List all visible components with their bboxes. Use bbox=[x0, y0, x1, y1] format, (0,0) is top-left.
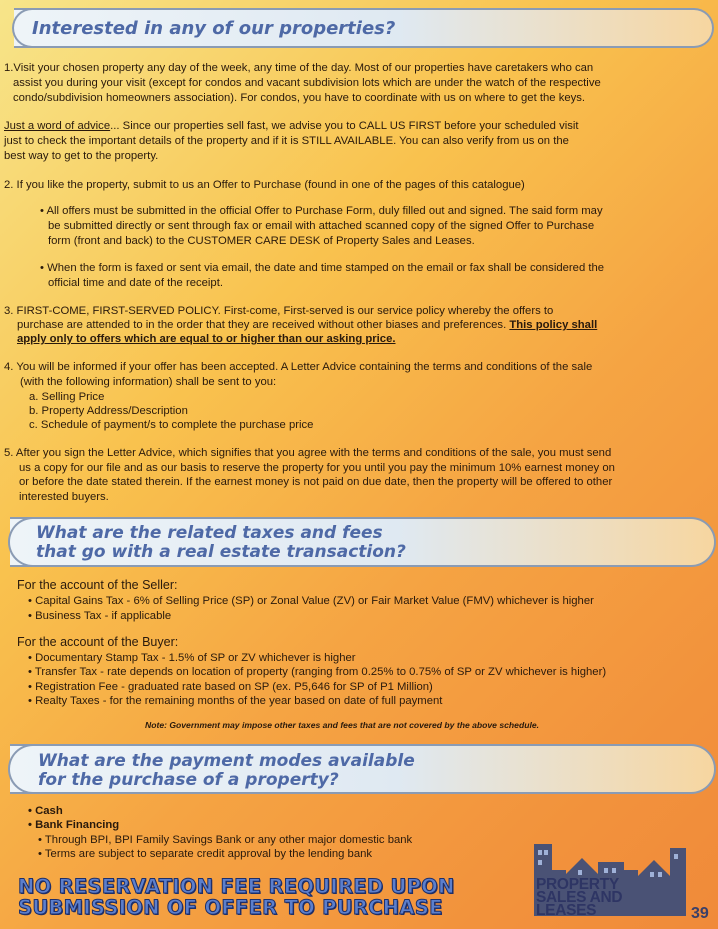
item-3-line-1: 3. FIRST-COME, FIRST-SERVED POLICY. First-come, First-served is our service policy whereby the offers to bbox=[4, 305, 554, 317]
no-reservation-fee-banner-line-2: SUBMISSION OF OFFER TO PURCHASE bbox=[18, 896, 443, 919]
item-1-line-2: assist you during your visit (except for condos and vacant subdivision lots which are under the watch of the respective bbox=[13, 77, 601, 89]
item-3-line-3: apply only to offers which are equal to or higher than our asking price. bbox=[17, 333, 396, 345]
item-4-sub-a: a. Selling Price bbox=[29, 391, 105, 403]
section-title-payment-line-2: for the purchase of a property? bbox=[38, 770, 339, 790]
item-4-line-1: 4. You will be informed if your offer has been accepted. A Letter Advice containing the terms and conditions of the sale bbox=[4, 361, 593, 373]
item-2-bullet-a-line-1: • All offers must be submitted in the official Offer to Purchase Form, duly filled out and signed. The said form may bbox=[40, 205, 603, 217]
item-2-line: 2. If you like the property, submit to us an Offer to Purchase (found in one of the pages of this catalogue) bbox=[4, 179, 525, 191]
buyer-heading: For the account of the Buyer: bbox=[17, 635, 179, 649]
section-title-interested: Interested in any of our properties? bbox=[32, 18, 396, 39]
no-reservation-fee-banner-line-1: NO RESERVATION FEE REQUIRED UPON bbox=[18, 875, 455, 898]
item-4-line-2: (with the following information) shall be sent to you: bbox=[20, 376, 277, 388]
section-title-taxes-line-1: What are the related taxes and fees bbox=[36, 523, 383, 543]
seller-heading: For the account of the Seller: bbox=[17, 578, 178, 592]
bank-item-credit-approval: • Terms are subject to separate credit approval by the lending bank bbox=[38, 848, 373, 860]
item-5-line-1: 5. After you sign the Letter Advice, which signifies that you agree with the terms and conditions of the sale, you must send bbox=[4, 447, 612, 459]
logo-text-line-1: PROPERTY bbox=[536, 876, 619, 893]
page-number: 39 bbox=[691, 905, 709, 922]
logo-text-line-3: LEASES bbox=[536, 902, 597, 919]
item-4-sub-b: b. Property Address/Description bbox=[29, 405, 188, 417]
seller-item-business-tax: • Business Tax - if applicable bbox=[28, 610, 172, 622]
item-5-line-3: or before the date stated therein. If the earnest money is not paid on due date, then the property will be offered to other bbox=[19, 476, 613, 488]
item-3-line-2 bbox=[17, 318, 597, 332]
item-3-policy-bold: This policy shall bbox=[509, 319, 598, 331]
bank-item-through-bpi: • Through BPI, BPI Family Savings Bank or any other major domestic bank bbox=[38, 834, 413, 846]
seller-item-capital-gains: • Capital Gains Tax - 6% of Selling Price (SP) or Zonal Value (ZV) or Fair Market Value (FMV) whichever is higher bbox=[28, 595, 594, 607]
item-3-plain-text: purchase are attended to in the order that they are received without other biases and preferences. bbox=[17, 319, 510, 331]
logo-text-line-2: SALES AND bbox=[536, 889, 623, 906]
advice-line-2: just to check the important details of the property and if it is STILL AVAILABLE. You can also verify from us on the bbox=[4, 135, 569, 147]
item-2-bullet-a-line-2: be submitted directly or sent through fax or email with attached scanned copy of the signed Offer to Purchase bbox=[48, 220, 595, 232]
advice-text: ... Since our properties sell fast, we advise you to CALL US FIRST before your scheduled visit bbox=[110, 120, 579, 132]
advice-line-3: best way to get to the property. bbox=[4, 150, 159, 162]
item-5-line-4: interested buyers. bbox=[19, 491, 109, 503]
buyer-item-transfer-tax: • Transfer Tax - rate depends on location of property (ranging from 0.25% to 0.75% of SP or ZV whichever is higher) bbox=[28, 666, 607, 678]
buyer-item-stamp-tax: • Documentary Stamp Tax - 1.5% of SP or ZV whichever is higher bbox=[28, 652, 356, 664]
advice-label: Just a word of advice bbox=[4, 120, 111, 132]
buyer-item-registration-fee: • Registration Fee - graduated rate based on SP (ex. P5,646 for SP of P1 Million) bbox=[28, 681, 433, 693]
item-2-bullet-b-line-2: official time and date of the receipt. bbox=[48, 277, 223, 289]
section-title-payment-line-1: What are the payment modes available bbox=[38, 751, 415, 771]
advice-line-1 bbox=[4, 119, 579, 133]
item-2-bullet-a-line-3: form (front and back) to the CUSTOMER CARE DESK of Property Sales and Leases. bbox=[48, 235, 475, 247]
item-5-line-2: us a copy for our file and as our basis to reserve the property for you until you pay the minimum 10% earnest money on bbox=[19, 462, 615, 474]
item-2-bullet-b-line-1: • When the form is faxed or sent via email, the date and time stamped on the email or fax shall be considered the bbox=[40, 262, 605, 274]
item-4-sub-c: c. Schedule of payment/s to complete the purchase price bbox=[29, 419, 314, 431]
buyer-item-realty-taxes: • Realty Taxes - for the remaining months of the year based on date of full payment bbox=[28, 695, 443, 707]
item-1-line-1: 1.Visit your chosen property any day of the week, any time of the day. Most of our properties have caretakers who can bbox=[4, 62, 594, 74]
payment-bank-financing: • Bank Financing bbox=[28, 819, 120, 831]
payment-cash: • Cash bbox=[28, 805, 63, 817]
section-title-taxes-line-2: that go with a real estate transaction? bbox=[36, 542, 406, 562]
tax-note: Note: Government may impose other taxes and fees that are not covered by the above schedule. bbox=[145, 720, 539, 730]
item-1-line-3: condo/subdivision homeowners association). For condos, you have to coordinate with us on where to get the keys. bbox=[13, 92, 586, 104]
